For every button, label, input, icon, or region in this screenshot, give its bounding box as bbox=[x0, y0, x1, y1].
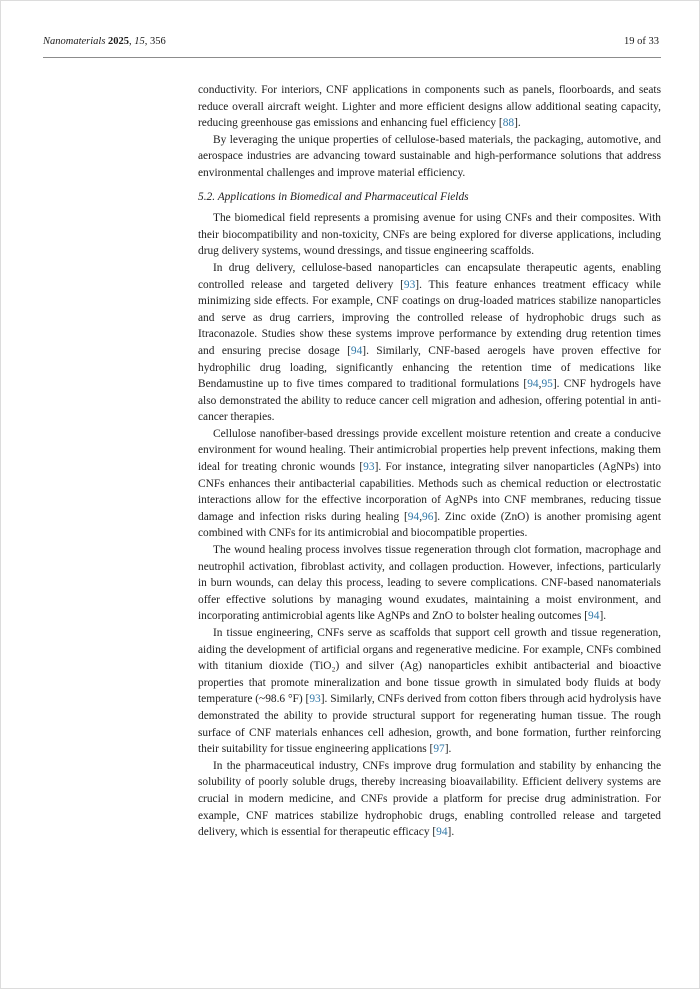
citation-link[interactable]: 94 bbox=[350, 344, 363, 357]
paragraph: The wound healing process involves tissue regeneration through clot formation, macrophage and neutrophil activation, fibroblast activity, and collagen production. However, infections, particularly in burn wounds, can delay this process, leading to severe complications. CNF-based nanomaterials offer effective solutions by managing wound exudates, maintaining a moist environment, and incorporating antimicrobial agents like AgNPs and ZnO to bolster healing outcomes [94]. bbox=[198, 544, 661, 623]
citation-link[interactable]: 95 bbox=[541, 378, 553, 391]
page-number-indicator: 19 of 33 bbox=[624, 36, 659, 47]
journal-volume: 15 bbox=[134, 36, 145, 47]
citation-link[interactable]: 97 bbox=[433, 743, 445, 756]
comma-separator: , bbox=[129, 36, 135, 47]
citation-link[interactable]: 94 bbox=[436, 826, 448, 839]
citation-link[interactable]: 93 bbox=[363, 461, 375, 474]
paragraph: conductivity. For interiors, CNF applications in components such as panels, floorboards, and seats reduce overall aircraft weight. Lighter and more efficient designs allow additional seating capacity, reducing greenhouse gas emissions and enhancing fuel efficiency [88]. bbox=[198, 84, 661, 130]
journal-year: 2025 bbox=[108, 36, 130, 47]
citation-link[interactable]: 94 bbox=[527, 378, 539, 391]
header-rule bbox=[43, 57, 661, 58]
section-heading: 5.2. Applications in Biomedical and Pharmaceutical Fields bbox=[198, 190, 469, 203]
paragraph: The biomedical field represents a promising avenue for using CNFs and their composites. With their biocompatibility and non-toxicity, CNFs are being explored for diverse applications, including drug delivery systems, wound dressings, and tissue engineering scaffolds. bbox=[198, 212, 661, 258]
article-number: , 356 bbox=[144, 36, 166, 47]
paragraph: In tissue engineering, CNFs serve as scaffolds that support cell growth and tissue regeneration, aiding the development of artificial organs and regenerative medicine. For example, CNFs combined with titanium dioxide (TiO₂) and silver (Ag) nanoparticles exhibit antibacterial and bioactive properties that promote mineralization and bone tissue growth in simulated body fluids at body temperature (~98.6 °F) [93]. Similarly, CNFs derived from cotton fibers through acid hydrolysis have demonstrated the ability to provide structural support for regenerating human tissue. The rough surface of CNF materials enhances cell adhesion, growth, and bone formation, further reinforcing their suitability for tissue engineering applications [97]. bbox=[198, 627, 661, 756]
citation-link[interactable]: 94 bbox=[407, 510, 420, 523]
article-body bbox=[198, 82, 661, 841]
running-head bbox=[43, 36, 659, 47]
journal-name: Nanomaterials bbox=[43, 36, 106, 47]
paragraph: In the pharmaceutical industry, CNFs improve drug formulation and stability by enhancing the solubility of poorly soluble drugs, thereby increasing bioavailability. Efficient delivery systems are crucial in modern medicine, and CNFs provide a platform for precise drug administration. For example, CNF matrices stabilize hydrophobic drugs, enabling controlled release and targeted delivery, which is essential for therapeutic efficacy [94]. bbox=[198, 759, 661, 839]
citation-link[interactable]: 88 bbox=[502, 117, 515, 130]
paragraph: Cellulose nanofiber-based dressings provide excellent moisture retention and create a conducive environment for wound healing. Their antimicrobial properties help prevent infections, making them ideal for treating chronic wounds [93]. For instance, integrating silver nanoparticles (AgNPs) into CNFs enhances their antibacterial capabilities. Methods such as chemical reduction or electrostatic interactions allow for the effective incorporation of AgNPs into CNF membranes, reducing tissue damage and infection risks during healing [94,96]. Zinc oxide (ZnO) is another promising agent combined with CNFs for its antimicrobial and biocompatible properties. bbox=[198, 427, 662, 540]
paragraph: By leveraging the unique properties of cellulose-based materials, the packaging, automotive, and aerospace industries are advancing toward sustainable and high-performance solutions that address environmental challenges and improve material efficiency. bbox=[198, 133, 661, 179]
citation-link[interactable]: 93 bbox=[403, 278, 416, 291]
paragraph: In drug delivery, cellulose-based nanoparticles can encapsulate therapeutic agents, enabling controlled release and targeted delivery [93]. This feature enhances treatment efficacy while minimizing side effects. For example, CNF coatings on drug-loaded matrices stabilize nanoparticles and serve as drug carriers, improving the controlled release of hydrophobic drugs such as Itraconazole. Studies show these systems improve performance by extending drug retention times and ensuring precise dosage [94]. Similarly, CNF-based aerogels have proven effective for hydrophilic drug loading, significantly enhancing the retention time of medications like Bendamustine up to five times compared to traditional formulations [94,95]. CNF hydrogels have also demonstrated the ability to reduce cancer cell migration and adhesion, offering potential in anti-cancer therapies. bbox=[198, 261, 661, 424]
citation-link[interactable]: 93 bbox=[309, 693, 321, 706]
citation-link[interactable]: 94 bbox=[588, 610, 600, 623]
journal-reference bbox=[43, 36, 166, 47]
citation-link[interactable]: 96 bbox=[422, 510, 434, 523]
